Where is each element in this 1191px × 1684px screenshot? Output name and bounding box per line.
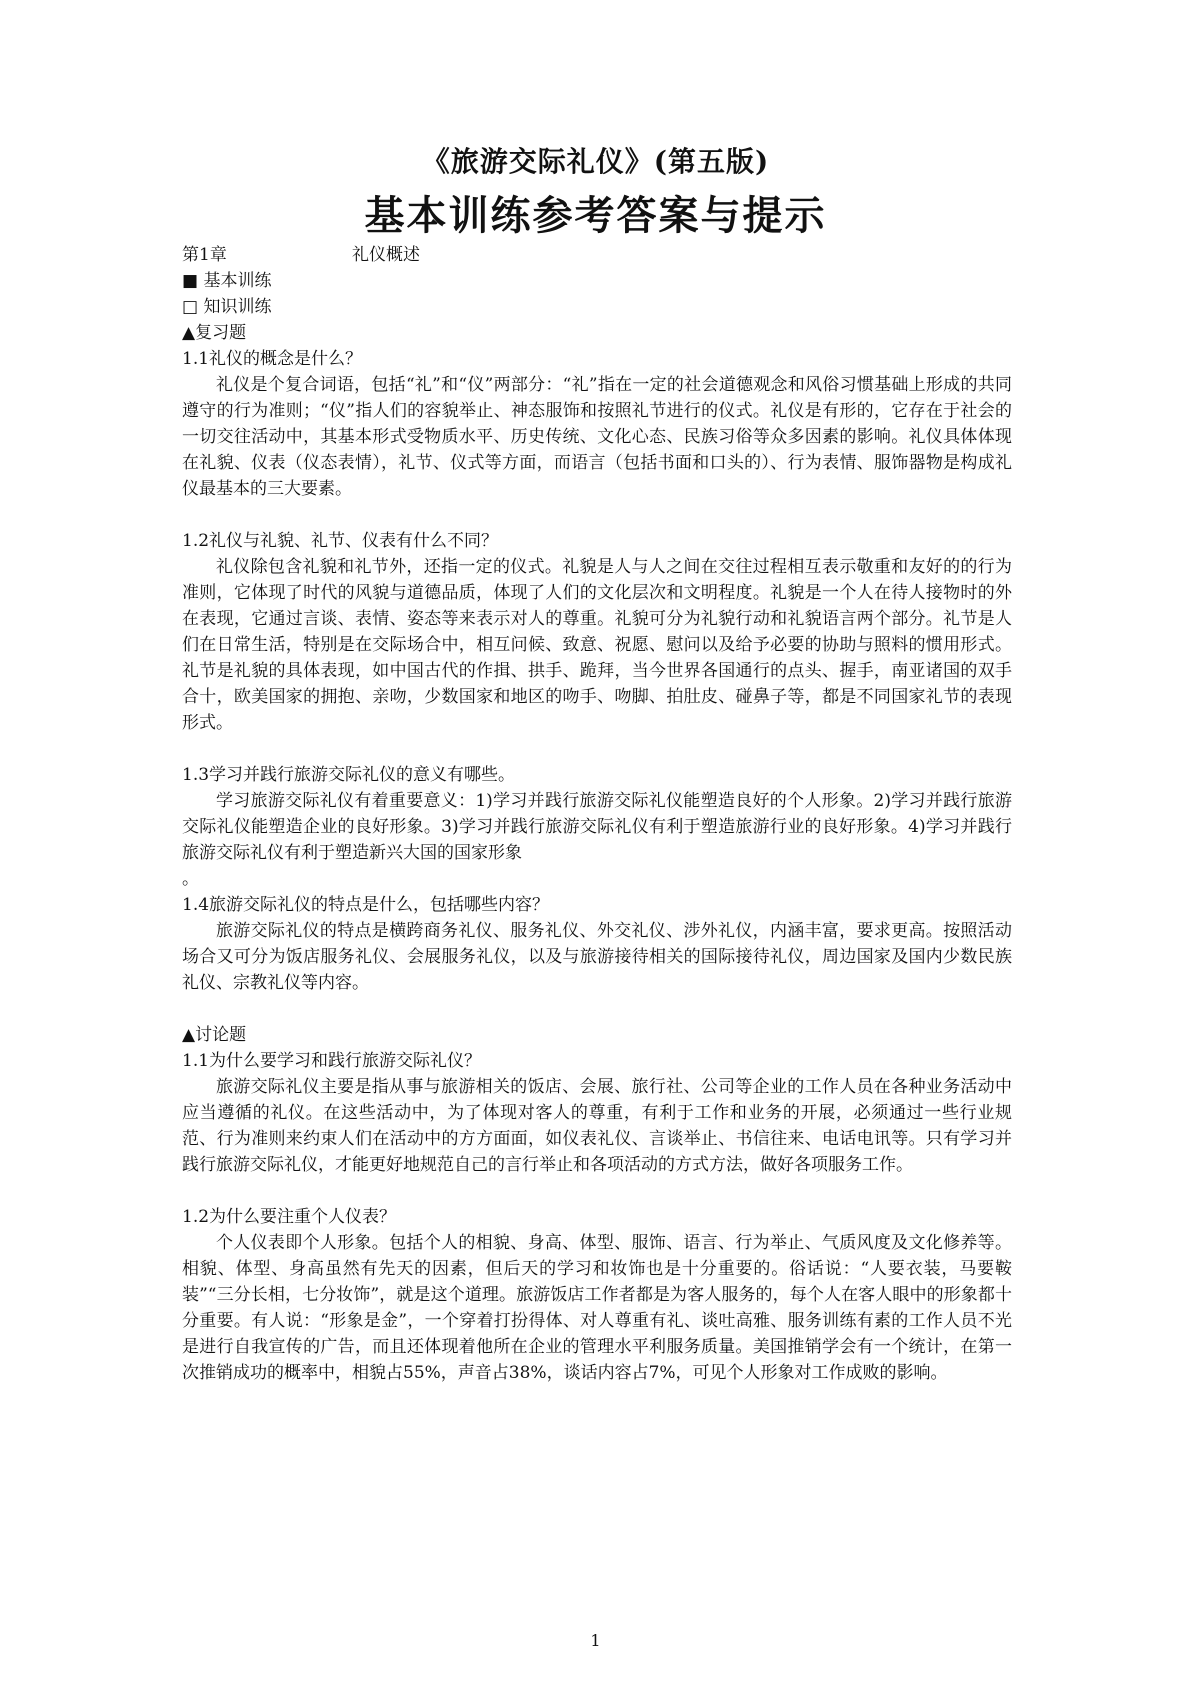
section-knowledge-training: □ 知识训练 <box>182 297 272 317</box>
review-question-3: 1.3学习并践行旅游交际礼仪的意义有哪些。 <box>182 765 516 785</box>
review-question-1: 1.1礼仪的概念是什么？ <box>182 349 363 369</box>
review-answer-3-tail: 。 <box>182 869 199 889</box>
review-heading: ▲复习题 <box>182 323 247 343</box>
review-answer-1: 礼仪是个复合词语，包括“礼”和“仪”两部分：“礼”指在一定的社会道德观念和风俗习惯基础上形成的共同遵守的行为准则；“仪”指人们的容貌举止、神态服饰和按照礼节进行的仪式。礼仪是有形的，它存在于社会的一切交往活动中，其基本形式受物质水平、历史传统、文化心态、民族习俗等众多因素的影响。礼仪具体体现在礼貌、仪表（仪态表情），礼节、仪式等方面，而语言（包括书面和口头的）、行为表情、服饰器物是构成礼仪最基本的三大要素。 <box>182 375 1012 499</box>
chapter-number: 第1章 <box>182 245 227 265</box>
discussion-heading: ▲讨论题 <box>182 1025 247 1045</box>
chapter-name: 礼仪概述 <box>352 245 420 265</box>
document-body <box>182 242 1012 1386</box>
chapter-heading <box>182 242 1012 268</box>
document-subtitle: 基本训练参考答案与提示 <box>364 192 827 239</box>
page-number: 1 <box>590 1631 601 1650</box>
section-basic-training: ■ 基本训练 <box>182 271 272 291</box>
discussion-answer-1: 旅游交际礼仪主要是指从事与旅游相关的饭店、会展、旅行社、公司等企业的工作人员在各种业务活动中应当遵循的礼仪。在这些活动中，为了体现对客人的尊重，有利于工作和业务的开展，必须通过一些行业规范、行为准则来约束人们在活动中的方方面面，如仪表礼仪、言谈举止、书信往来、电话电讯等。只有学习并践行旅游交际礼仪，才能更好地规范自己的言行举止和各项活动的方式方法，做好各项服务工作。 <box>182 1077 1012 1175</box>
discussion-question-1: 1.1为什么要学习和践行旅游交际礼仪？ <box>182 1051 482 1071</box>
review-answer-2: 礼仪除包含礼貌和礼节外，还指一定的仪式。礼貌是人与人之间在交往过程相互表示敬重和友好的的行为准则，它体现了时代的风貌与道德品质，体现了人们的文化层次和文明程度。礼貌是一个人在待人接物时的外在表现，它通过言谈、表情、姿态等来表示对人的尊重。礼貌可分为礼貌行动和礼貌语言两个部分。礼节是人们在日常生活，特别是在交际场合中，相互问候、致意、祝愿、慰问以及给予必要的协助与照料的惯用形式。礼节是礼貌的具体表现，如中国古代的作揖、拱手、跪拜，当今世界各国通行的点头、握手，南亚诸国的双手合十，欧美国家的拥抱、亲吻，少数国家和地区的吻手、吻脚、拍肚皮、碰鼻子等，都是不同国家礼节的表现形式。 <box>182 557 1012 733</box>
review-question-2: 1.2礼仪与礼貌、礼节、仪表有什么不同？ <box>182 531 499 551</box>
spacer <box>182 502 1012 528</box>
spacer <box>182 736 1012 762</box>
spacer <box>182 1178 1012 1204</box>
review-answer-4: 旅游交际礼仪的特点是横跨商务礼仪、服务礼仪、外交礼仪、涉外礼仪，内涵丰富，要求更高。按照活动场合又可分为饭店服务礼仪、会展服务礼仪，以及与旅游接待相关的国际接待礼仪，周边国家及国内少数民族礼仪、宗教礼仪等内容。 <box>182 921 1012 993</box>
document-title: 《旅游交际礼仪》(第五版) <box>421 145 770 178</box>
review-answer-3: 学习旅游交际礼仪有着重要意义：1)学习并践行旅游交际礼仪能塑造良好的个人形象。2)学习并践行旅游交际礼仪能塑造企业的良好形象。3)学习并践行旅游交际礼仪有利于塑造旅游行业的良好形象。4)学习并践行旅游交际礼仪有利于塑造新兴大国的国家形象 <box>182 791 1012 863</box>
spacer <box>182 996 1012 1022</box>
discussion-answer-2: 个人仪表即个人形象。包括个人的相貌、身高、体型、服饰、语言、行为举止、气质风度及文化修养等。相貌、体型、身高虽然有先天的因素，但后天的学习和妆饰也是十分重要的。俗话说：“人要衣装，马要鞍装”“三分长相，七分妆饰”，就是这个道理。旅游饭店工作者都是为客人服务的，每个人在客人眼中的形象都十分重要。有人说：“形象是金”，一个穿着打扮得体、对人尊重有礼、谈吐高雅、服务训练有素的工作人员不光是进行自我宣传的广告，而且还体现着他所在企业的管理水平利服务质量。美国推销学会有一个统计，在第一次推销成功的概率中，相貌占55%，声音占38%，谈话内容占7%，可见个人形象对工作成败的影响。 <box>182 1233 1012 1383</box>
discussion-question-2: 1.2为什么要注重个人仪表？ <box>182 1207 397 1227</box>
review-question-4: 1.4旅游交际礼仪的特点是什么，包括哪些内容？ <box>182 895 550 915</box>
title-block <box>0 140 1191 244</box>
